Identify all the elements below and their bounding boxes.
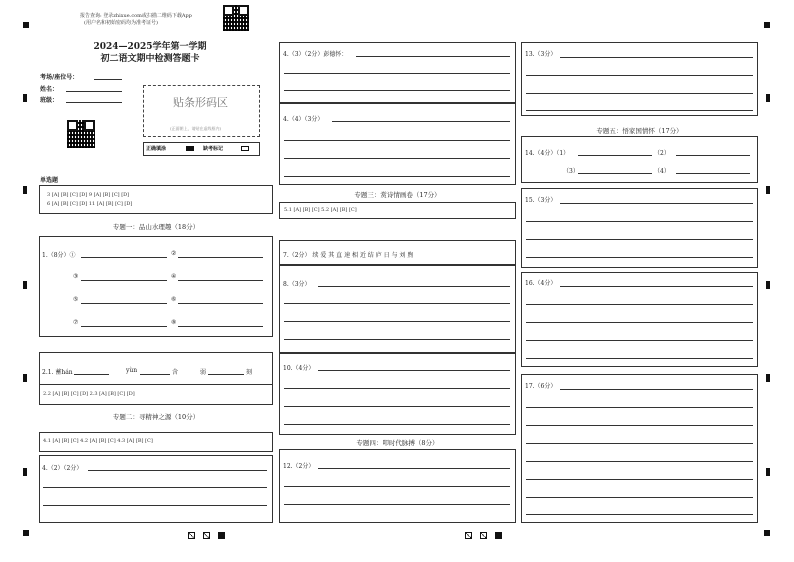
fill-correct-label: 正确填涂: [146, 146, 167, 152]
q4-4-line-4[interactable]: [284, 176, 510, 177]
q16-line-1[interactable]: [560, 286, 753, 287]
q12-line-2[interactable]: [284, 486, 510, 487]
q17-label: 17.（6分）: [525, 383, 557, 390]
q2-1-pinyin: yùn: [126, 367, 138, 374]
page-mark-slash: [465, 532, 472, 539]
q4-2-label: 4.（2）（2分）: [42, 465, 83, 472]
q14-blank-3[interactable]: [578, 173, 652, 174]
q1-blank-1[interactable]: [81, 257, 167, 258]
q8-line-1[interactable]: [318, 286, 510, 287]
page-mark-slash: [203, 532, 210, 539]
q7-label[interactable]: 7.（2分） 续 爱 其 直 速 相 近 结 庐 日 与 刘 煦: [283, 252, 414, 259]
q10-box: [279, 353, 516, 435]
q8-line-4[interactable]: [284, 339, 510, 340]
q1-num-5: ⑤: [73, 296, 79, 303]
page-mark-slash: [188, 532, 195, 539]
q15-box: [521, 188, 758, 268]
class-line[interactable]: [66, 102, 122, 103]
class-label: 班级：: [40, 97, 59, 104]
q4-3-line-3[interactable]: [284, 90, 510, 91]
q14-num-4: （4）: [654, 168, 670, 175]
topic4-title: 专题四：叩时代脉搏（8分）: [356, 439, 439, 447]
corner-mark-br: [764, 530, 770, 536]
q1-num-4: ④: [171, 273, 177, 280]
q17-line-8[interactable]: [526, 514, 753, 515]
q5-mc-choices[interactable]: 5.1 [A] [B] [C] 5.2 [A] [B] [C]: [284, 207, 357, 213]
q8-label: 8.（3分）: [283, 281, 311, 288]
qr-code-student: [67, 120, 95, 148]
q16-line-4[interactable]: [526, 340, 753, 341]
q1-blank-4[interactable]: [178, 280, 263, 281]
name-line[interactable]: [66, 91, 122, 92]
timing-mark: [23, 94, 27, 102]
timing-mark: [766, 468, 770, 476]
timing-mark: [23, 468, 27, 476]
q1-num-3: ③: [73, 273, 79, 280]
q17-line-3[interactable]: [526, 425, 753, 426]
q15-line-4[interactable]: [526, 257, 753, 258]
q14-blank-4[interactable]: [676, 173, 750, 174]
q1-num-7: ⑦: [73, 319, 79, 326]
q8-line-2[interactable]: [284, 303, 510, 304]
q2-1-char-han: 含: [172, 369, 179, 376]
q2-divider: [39, 384, 273, 385]
q2-1-label: 2.1. 蓄hán: [42, 369, 73, 376]
mc-row-2[interactable]: 6 [A] [B] [C] [D] 11 [A] [B] [C] [D]: [47, 201, 133, 207]
q15-line-2[interactable]: [526, 221, 753, 222]
q10-label: 10.（4分）: [283, 365, 315, 372]
q2-1-char-ke: 刻: [246, 369, 253, 376]
q14-box: [521, 136, 758, 183]
q12-line-3[interactable]: [284, 504, 510, 505]
timing-mark: [23, 374, 27, 382]
q4-2-line-2[interactable]: [43, 487, 267, 488]
q10-line-4[interactable]: [284, 424, 510, 425]
q14-label: 14.（4分）（1）: [525, 150, 570, 157]
exam-seat-label: 考场/座位号：: [40, 74, 79, 81]
topic5-title: 专题五：悟家国情怀（17分）: [596, 127, 683, 135]
exam-seat-line[interactable]: [94, 79, 122, 80]
q14-num-3: （3）: [563, 168, 579, 175]
q13-line-3[interactable]: [526, 93, 753, 94]
q2-2-3-choices[interactable]: 2.2 [A] [B] [C] [D] 2.3 [A] [B] [C] [D]: [43, 391, 135, 397]
fill-missing-sample[interactable]: [241, 146, 249, 151]
q13-line-2[interactable]: [526, 75, 753, 76]
q1-num-8: ⑧: [171, 319, 177, 326]
q2-1-blank-3[interactable]: [208, 374, 244, 375]
q16-label: 16.（4分）: [525, 280, 557, 287]
q4-4-line-1[interactable]: [332, 121, 510, 122]
mc-box: [39, 185, 273, 214]
q8-line-3[interactable]: [284, 321, 510, 322]
timing-mark: [766, 94, 770, 102]
q13-line-4[interactable]: [526, 110, 753, 111]
q15-label: 15.（3分）: [525, 197, 557, 204]
q1-blank-6[interactable]: [178, 303, 263, 304]
topic3-title: 专题三：赏诗情画卷（17分）: [354, 191, 441, 199]
q17-line-7[interactable]: [526, 497, 753, 498]
name-label: 姓名：: [40, 86, 59, 93]
page-mark-solid: [495, 532, 502, 539]
q13-label: 13.（3分）: [525, 51, 557, 58]
q15-line-3[interactable]: [526, 239, 753, 240]
page-mark-solid: [218, 532, 225, 539]
timing-mark: [23, 281, 27, 289]
corner-mark-tl: [23, 22, 29, 28]
q15-line-1[interactable]: [560, 203, 753, 204]
q14-blank-1[interactable]: [578, 155, 652, 156]
fill-missing-label: 缺考标记: [203, 146, 224, 152]
q4-2-line-1[interactable]: [88, 470, 267, 471]
q4-4-line-2[interactable]: [284, 140, 510, 141]
q4-3-line-1[interactable]: [356, 56, 510, 57]
q10-line-2[interactable]: [284, 388, 510, 389]
q4-2-line-3[interactable]: [43, 505, 267, 506]
q13-line-1[interactable]: [560, 57, 753, 58]
corner-mark-tr: [764, 22, 770, 28]
topic2-mc-choices[interactable]: 4.1 [A] [B] [C] 4.2 [A] [B] [C] 4.3 [A] [B] [C]: [43, 438, 153, 444]
q17-line-5[interactable]: [526, 461, 753, 462]
q1-label: 1.（8分）①: [42, 252, 76, 259]
q1-num-2: ②: [171, 250, 177, 257]
mc-section-label: 单选题: [40, 177, 59, 184]
fill-correct-sample: [186, 146, 194, 151]
q1-blank-7[interactable]: [81, 326, 167, 327]
q2-box: [39, 352, 273, 405]
topic2-title: 专题二：寻精神之源（10分）: [112, 413, 200, 421]
topic1-title: 专题一：品山水理趣（18分）: [112, 223, 200, 231]
q2-1-blank-2[interactable]: [140, 374, 170, 375]
sheet-title-line1: 2024—2025学年第一学期: [93, 42, 207, 52]
q2-1-blank-1[interactable]: [74, 374, 109, 375]
q1-blank-8[interactable]: [178, 326, 263, 327]
q17-line-4[interactable]: [526, 443, 753, 444]
q12-label: 12.（2分）: [283, 463, 315, 470]
q4-3-label: 4.（3）（2分）彭德怀：: [283, 51, 348, 58]
q17-line-2[interactable]: [526, 407, 753, 408]
report-notice-line1: 报告查询: 登录zhixue.com或扫描二维码下载App: [80, 13, 192, 19]
q2-1-char-ruo: 弱: [200, 369, 207, 376]
q17-line-6[interactable]: [526, 479, 753, 480]
page-mark-slash: [480, 532, 487, 539]
q4-4-line-3[interactable]: [284, 158, 510, 159]
timing-mark: [766, 374, 770, 382]
report-notice-line2: (用户名和初始密码均为准考证号): [84, 20, 158, 26]
q1-num-6: ⑥: [171, 296, 177, 303]
q16-line-3[interactable]: [526, 322, 753, 323]
q16-line-5[interactable]: [526, 358, 753, 359]
qr-code-top: [223, 5, 249, 31]
q1-blank-3[interactable]: [81, 280, 167, 281]
q1-blank-5[interactable]: [81, 303, 167, 304]
q13-box: [521, 42, 758, 116]
q14-num-2: （2）: [654, 150, 670, 157]
q10-line-1[interactable]: [318, 370, 510, 371]
q17-box: [521, 374, 758, 523]
q14-blank-2[interactable]: [676, 155, 750, 156]
timing-mark: [766, 281, 770, 289]
q4-4-label: 4.（4）（3分）: [283, 116, 324, 123]
q10-line-3[interactable]: [284, 406, 510, 407]
barcode-hint: (正面朝上，请贴在虚线框内): [170, 126, 222, 131]
timing-mark: [23, 186, 27, 194]
sheet-title-line2: 初二语文期中检测答题卡: [100, 54, 200, 64]
corner-mark-bl: [23, 530, 29, 536]
q4-3-line-2[interactable]: [284, 73, 510, 74]
q17-line-1[interactable]: [560, 389, 753, 390]
mc-row-1[interactable]: 3 [A] [B] [C] [D] 9 [A] [B] [C] [D]: [47, 192, 130, 198]
q1-blank-2[interactable]: [178, 257, 263, 258]
timing-mark: [766, 186, 770, 194]
q16-line-2[interactable]: [526, 304, 753, 305]
barcode-label: 贴条形码区: [173, 96, 228, 109]
q12-line-1[interactable]: [318, 468, 510, 469]
